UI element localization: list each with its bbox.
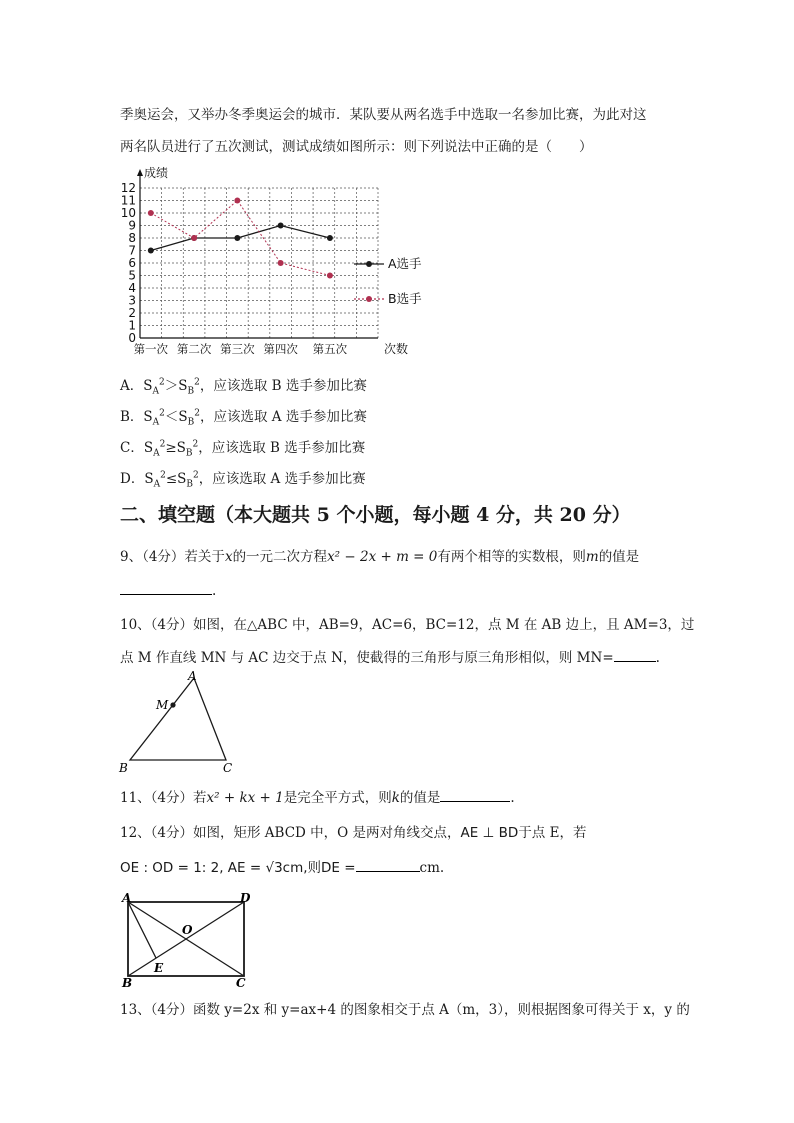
data-point-a (234, 235, 240, 241)
data-point-b (148, 210, 154, 216)
y-tick-label: 1 (128, 318, 136, 333)
answer-blank-12[interactable] (356, 857, 420, 872)
x-tick-label: 第三次 (220, 342, 255, 356)
y-tick-label: 6 (128, 256, 136, 270)
x-axis-label: 次数 (384, 342, 409, 356)
answer-blank-10[interactable] (614, 647, 656, 662)
question-9-answer: . (120, 580, 216, 599)
question-13-line-1: 13、（4分）函数 y=2x 和 y=ax+4 的图象相交于点 A（m，3），则根据图象可得关于 x，y 的 (120, 1002, 690, 1018)
y-axis-arrow (137, 169, 143, 176)
y-tick-label: 0 (128, 331, 136, 345)
y-tick-label: 8 (128, 231, 136, 245)
label-b: B (122, 976, 133, 988)
score-chart (116, 166, 436, 358)
section-2-title: 二、填空题（本大题共 5 个小题，每小题 4 分，共 20 分） (120, 504, 631, 526)
triangle-abc (130, 678, 226, 760)
data-point-a (278, 223, 284, 229)
y-tick-label: 5 (128, 268, 136, 283)
y-axis-label: 成绩 (144, 166, 169, 180)
y-tick-label: 7 (128, 243, 136, 258)
data-point-a (327, 235, 333, 241)
label-d: D (240, 892, 251, 905)
answer-blank-11[interactable] (440, 787, 510, 802)
label-b: B (119, 761, 128, 775)
rectangle-figure (118, 892, 258, 988)
x-tick-label: 第二次 (176, 342, 212, 356)
option-c: C．$S_A^2\ge S_B^2$，应该选取 B 选手参加比赛 (120, 439, 366, 459)
option-b: B．$S_A^2<S_B^2$，应该选取 A 选手参加比赛 (120, 408, 367, 428)
x-tick-label: 第一次 (133, 342, 169, 356)
label-o: O (182, 923, 193, 937)
legend-marker-b (366, 296, 372, 302)
question-10-line-2: 点 M 作直线 MN 与 AC 边交于点 N，使截得的三角形与原三角形相似，则 MN= . (120, 646, 660, 666)
legend-marker-a (366, 261, 372, 267)
x-tick-label: 第五次 (312, 342, 348, 356)
y-tick-label: 10 (120, 206, 136, 220)
x-tick-label: 第四次 (263, 342, 298, 356)
intro-line-1: 季奥运会，又举办冬季奥运会的城市．某队要从两名选手中选取一名参加比赛，为此对这 (120, 107, 647, 123)
legend-label-a: A选手 (388, 256, 422, 271)
question-9: 9、（4分）若关于x的一元二次方程x² − 2x + m = 0有两个相等的实数根，则m的值是 (120, 549, 640, 565)
intro-line-2: 两名队员进行了五次测试，测试成绩如图所示：则下列说法中正确的是（ ） (120, 139, 593, 155)
question-10-line-1: 10、（4分）如图，在△ABC 中，AB=9，AC=6，BC=12，点 M 在 AB 边上，且 AM=3，过 (120, 617, 695, 633)
data-point-b (234, 198, 240, 204)
label-c: C (223, 761, 233, 775)
legend-label-b: B选手 (388, 291, 422, 306)
option-a: A．$S_A^2>S_B^2$，应该选取 B 选手参加比赛 (120, 377, 367, 397)
question-12-line-1: 12、（4分）如图，矩形 ABCD 中，O 是两对角线交点，AE ⊥ BD于点 E，若 (120, 825, 587, 841)
label-c: C (236, 976, 246, 988)
data-point-b (327, 273, 333, 279)
label-m: M (156, 698, 169, 712)
label-a: A (122, 892, 132, 905)
label-a: A (188, 669, 197, 683)
point-m (170, 702, 175, 707)
y-tick-label: 11 (120, 193, 136, 208)
answer-blank-9[interactable] (120, 580, 212, 595)
triangle-figure (116, 668, 246, 776)
label-e: E (154, 961, 164, 975)
y-tick-label: 9 (128, 218, 136, 233)
data-point-b (191, 235, 197, 241)
score-chart-svg (116, 166, 436, 358)
y-tick-label: 2 (128, 306, 136, 320)
y-tick-label: 12 (120, 181, 136, 195)
option-d: D．$S_A^2\le S_B^2$，应该选取 A 选手参加比赛 (120, 470, 366, 490)
y-tick-label: 4 (128, 281, 136, 295)
y-tick-label: 3 (128, 293, 136, 308)
question-11: 11、（4分）若x² + kx + 1是完全平方式，则k的值是 . (120, 786, 515, 806)
data-point-a (148, 248, 154, 254)
data-point-b (278, 260, 284, 266)
question-12-line-2: OE : OD = 1: 2, AE = √3cm,则DE = cm. (120, 856, 444, 876)
